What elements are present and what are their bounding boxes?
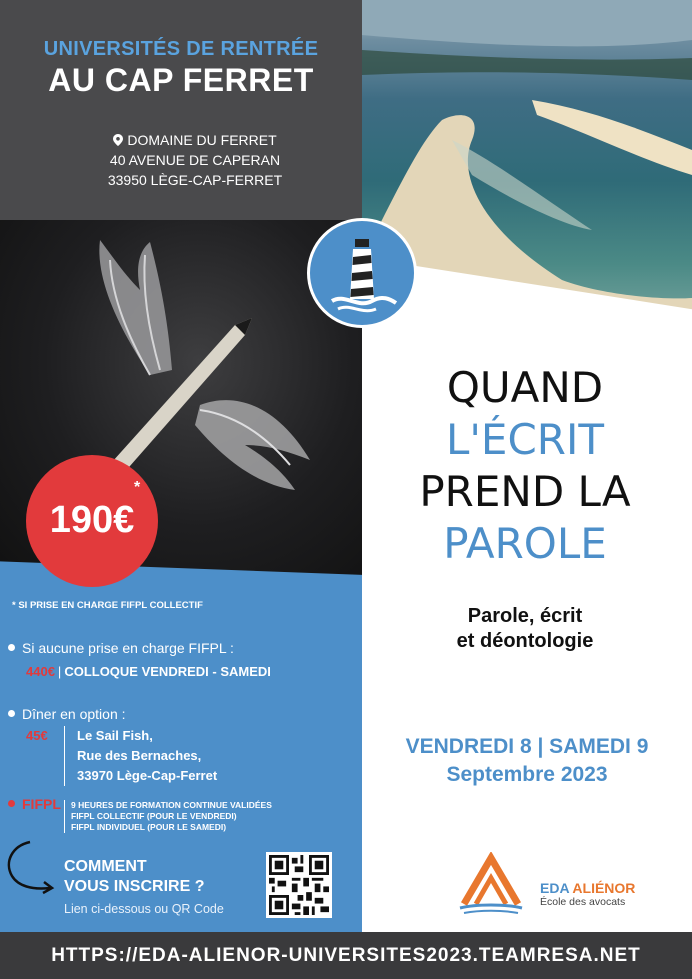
title-line-2: L'ÉCRIT bbox=[445, 415, 605, 464]
brand-eda: EDA bbox=[540, 880, 570, 896]
subtitle-line-2: et déontologie bbox=[456, 630, 594, 652]
option-no-fifpl bbox=[8, 640, 234, 656]
bullet-icon bbox=[8, 710, 15, 717]
brand-alienor: ALIÉNOR bbox=[572, 880, 636, 896]
eda-alienor-logo-icon bbox=[456, 852, 526, 916]
event-subtitle bbox=[380, 604, 670, 654]
option-no-fifpl-price-row bbox=[26, 664, 271, 679]
price-badge bbox=[26, 455, 158, 587]
signup-heading bbox=[64, 857, 204, 897]
title-line-1: QUAND bbox=[446, 363, 604, 412]
brand-name bbox=[540, 880, 635, 896]
brand-block bbox=[540, 880, 635, 908]
option-no-fifpl-price: 440€ bbox=[26, 664, 55, 679]
address-line-3: 33950 LÈGE-CAP-FERRET bbox=[107, 172, 283, 188]
option-diner bbox=[8, 706, 126, 722]
registration-url-link[interactable]: HTTPS://EDA-ALIENOR-UNIVERSITES2023.TEAMRESA.NET bbox=[0, 932, 692, 979]
qr-code-icon bbox=[269, 855, 329, 915]
subtitle-line-1: Parole, écrit bbox=[467, 605, 583, 627]
qr-code[interactable] bbox=[266, 852, 332, 918]
dates-line-2: Septembre 2023 bbox=[446, 763, 608, 786]
price-note: * SI PRISE EN CHARGE FIFPL COLLECTIF bbox=[12, 600, 203, 611]
lighthouse-icon bbox=[310, 221, 414, 325]
event-title bbox=[380, 362, 670, 570]
location-pin-icon bbox=[113, 134, 123, 146]
fifpl-line-2: FIFPL COLLECTIF (POUR LE VENDREDI) bbox=[71, 811, 237, 821]
brand-subtitle: École des avocats bbox=[540, 896, 626, 908]
title-line-4: PAROLE bbox=[443, 519, 607, 568]
option-fifpl bbox=[8, 796, 61, 812]
event-series-title: UNIVERSITÉS DE RENTRÉE bbox=[43, 38, 319, 60]
diner-address bbox=[64, 726, 217, 786]
price-asterisk: * bbox=[134, 479, 141, 496]
separator: | bbox=[57, 664, 62, 679]
option-diner-price bbox=[26, 728, 48, 743]
option-no-fifpl-desc: COLLOQUE VENDREDI - SAMEDI bbox=[64, 664, 271, 679]
signup-sub: Lien ci-dessous ou QR Code bbox=[64, 902, 224, 916]
address-line-1: DOMAINE DU FERRET bbox=[127, 132, 277, 148]
fifpl-line-3: FIFPL INDIVIDUEL (POUR LE SAMEDI) bbox=[71, 822, 227, 832]
event-dates bbox=[372, 733, 682, 789]
diner-price: 45€ bbox=[26, 728, 48, 743]
signup-line-1: COMMENT bbox=[64, 858, 147, 875]
title-line-3: PREND LA bbox=[419, 467, 631, 516]
dates-line-1: VENDREDI 8 | SAMEDI 9 bbox=[405, 735, 649, 758]
diner-line-3: 33970 Lège-Cap-Ferret bbox=[77, 768, 218, 783]
fifpl-details bbox=[64, 800, 272, 833]
fifpl-tag: FIFPL bbox=[22, 796, 61, 812]
lighthouse-badge bbox=[307, 218, 417, 328]
address-block bbox=[60, 130, 330, 190]
fifpl-line-1: 9 HEURES DE FORMATION CONTINUE VALIDÉES bbox=[71, 800, 272, 810]
option-no-fifpl-label: Si aucune prise en charge FIFPL : bbox=[22, 640, 234, 656]
option-diner-label: Dîner en option : bbox=[22, 706, 126, 722]
event-location-title: AU CAP FERRET bbox=[48, 62, 314, 98]
diner-line-1: Le Sail Fish, bbox=[77, 728, 153, 743]
address-line-2: 40 AVENUE DE CAPERAN bbox=[109, 152, 281, 168]
signup-line-2: VOUS INSCRIRE ? bbox=[64, 878, 205, 895]
price-value: 190€ bbox=[49, 499, 135, 541]
bullet-icon bbox=[8, 800, 15, 807]
bullet-icon bbox=[8, 644, 15, 651]
curved-arrow-icon bbox=[2, 838, 62, 898]
diner-line-2: Rue des Bernaches, bbox=[77, 748, 202, 763]
